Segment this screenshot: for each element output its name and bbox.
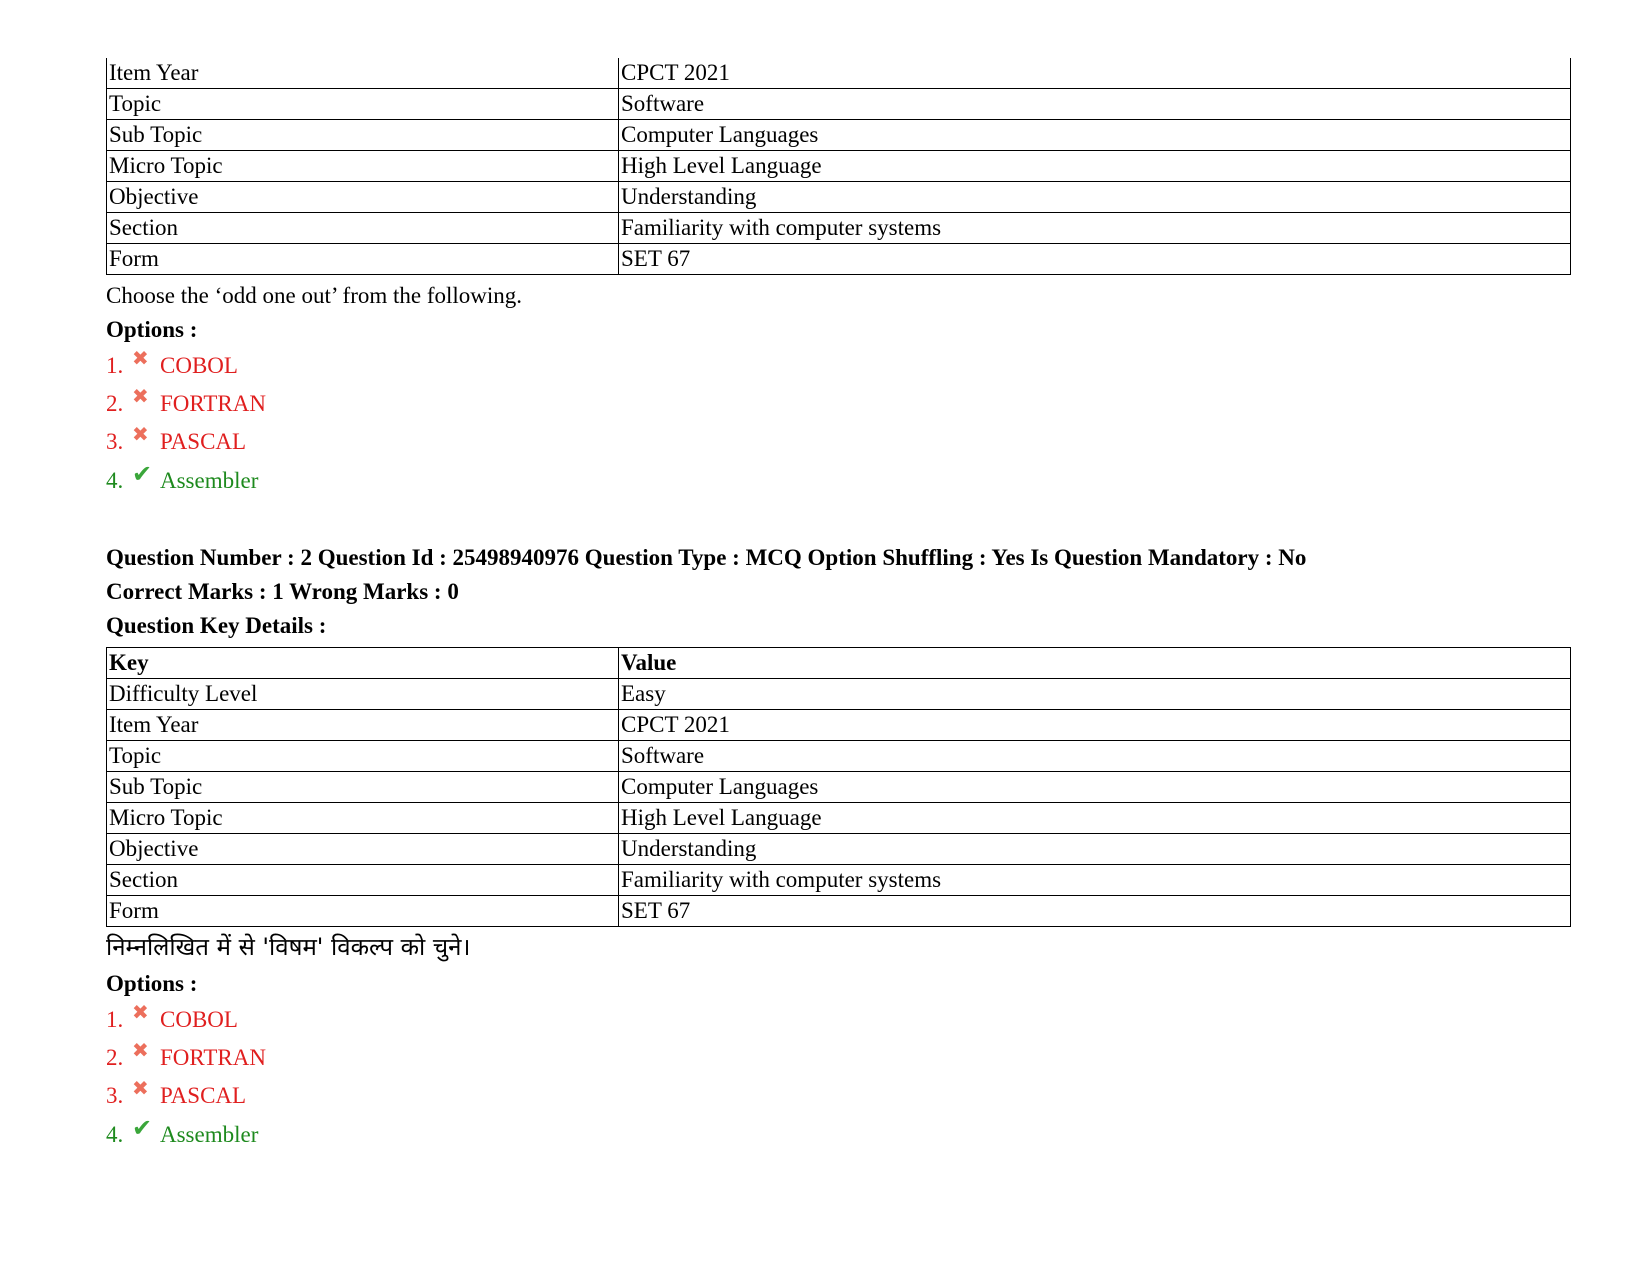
q1-options-label: Options : bbox=[106, 317, 198, 342]
table-row bbox=[107, 741, 1571, 772]
value-cell: CPCT 2021 bbox=[619, 58, 1571, 89]
key-cell: Topic bbox=[107, 741, 619, 772]
table-row bbox=[107, 834, 1571, 865]
key-cell: Item Year bbox=[107, 58, 619, 89]
value-cell: Understanding bbox=[619, 182, 1571, 213]
value-cell: Computer Languages bbox=[619, 120, 1571, 151]
q2-marks-line: Correct Marks : 1 Wrong Marks : 0 bbox=[106, 579, 459, 604]
value-cell: Software bbox=[619, 741, 1571, 772]
key-cell: Difficulty Level bbox=[107, 679, 619, 710]
cross-icon: ✖ bbox=[132, 384, 149, 408]
table-row bbox=[107, 182, 1571, 213]
check-icon: ✔ bbox=[132, 460, 153, 488]
value-cell: SET 67 bbox=[619, 244, 1571, 275]
option-text: PASCAL bbox=[160, 429, 247, 454]
table-row bbox=[107, 772, 1571, 803]
key-cell: Section bbox=[107, 865, 619, 896]
key-cell: Sub Topic bbox=[107, 120, 619, 151]
cross-icon: ✖ bbox=[132, 422, 149, 446]
option-number: 2. bbox=[106, 391, 124, 416]
option-item bbox=[106, 423, 1570, 461]
option-number: 3. bbox=[106, 1083, 124, 1108]
key-cell: Micro Topic bbox=[107, 803, 619, 834]
option-number: 2. bbox=[106, 1045, 124, 1070]
key-cell: Section bbox=[107, 213, 619, 244]
value-cell: Familiarity with computer systems bbox=[619, 213, 1571, 244]
q1-key-details-table bbox=[106, 58, 1571, 275]
value-cell: Software bbox=[619, 89, 1571, 120]
option-item bbox=[106, 347, 1570, 385]
table-row bbox=[107, 865, 1571, 896]
column-header-key: Key bbox=[107, 648, 619, 679]
table-header-row bbox=[107, 648, 1571, 679]
question-paper-page bbox=[106, 58, 1570, 1153]
key-cell: Item Year bbox=[107, 710, 619, 741]
option-item bbox=[106, 1115, 1570, 1153]
value-cell: Computer Languages bbox=[619, 772, 1571, 803]
q2-key-details-title: Question Key Details : bbox=[106, 613, 327, 638]
option-text: FORTRAN bbox=[160, 1045, 266, 1070]
table-row bbox=[107, 58, 1571, 89]
option-item bbox=[106, 1039, 1570, 1077]
value-cell: CPCT 2021 bbox=[619, 710, 1571, 741]
table-row bbox=[107, 151, 1571, 182]
q2-options-list bbox=[106, 1001, 1570, 1153]
table-row bbox=[107, 803, 1571, 834]
option-item bbox=[106, 1001, 1570, 1039]
value-cell: High Level Language bbox=[619, 803, 1571, 834]
key-cell: Micro Topic bbox=[107, 151, 619, 182]
option-number: 4. bbox=[106, 468, 124, 493]
q1-options-list bbox=[106, 347, 1570, 499]
option-number: 3. bbox=[106, 429, 124, 454]
table-row bbox=[107, 710, 1571, 741]
option-text: COBOL bbox=[160, 353, 238, 378]
check-icon: ✔ bbox=[132, 1114, 153, 1142]
option-item bbox=[106, 1077, 1570, 1115]
value-cell: SET 67 bbox=[619, 896, 1571, 927]
table-row bbox=[107, 679, 1571, 710]
option-number: 1. bbox=[106, 353, 124, 378]
key-cell: Topic bbox=[107, 89, 619, 120]
cross-icon: ✖ bbox=[132, 1076, 149, 1100]
table-row bbox=[107, 244, 1571, 275]
option-text: FORTRAN bbox=[160, 391, 266, 416]
value-cell: High Level Language bbox=[619, 151, 1571, 182]
option-text: Assembler bbox=[160, 468, 259, 493]
value-cell: Understanding bbox=[619, 834, 1571, 865]
option-text: Assembler bbox=[160, 1122, 259, 1147]
value-cell: Familiarity with computer systems bbox=[619, 865, 1571, 896]
option-number: 1. bbox=[106, 1007, 124, 1032]
q1-question-text: Choose the ‘odd one out’ from the following. bbox=[106, 283, 523, 308]
cross-icon: ✖ bbox=[132, 1038, 149, 1062]
q2-key-details-table bbox=[106, 647, 1571, 927]
key-cell: Form bbox=[107, 244, 619, 275]
key-cell: Objective bbox=[107, 834, 619, 865]
option-item bbox=[106, 461, 1570, 499]
table-row bbox=[107, 89, 1571, 120]
key-cell: Objective bbox=[107, 182, 619, 213]
option-item bbox=[106, 385, 1570, 423]
table-row bbox=[107, 896, 1571, 927]
q2-header-line: Question Number : 2 Question Id : 25498940976 Question Type : MCQ Option Shuffling : Yes Is Question Mandatory : No bbox=[106, 545, 1307, 570]
key-cell: Form bbox=[107, 896, 619, 927]
cross-icon: ✖ bbox=[132, 1000, 149, 1024]
q2-question-text: निम्नलिखित में से 'विषम' विकल्प को चुने। bbox=[106, 933, 471, 961]
option-text: COBOL bbox=[160, 1007, 238, 1032]
table-row bbox=[107, 213, 1571, 244]
value-cell: Easy bbox=[619, 679, 1571, 710]
key-cell: Sub Topic bbox=[107, 772, 619, 803]
q2-options-label: Options : bbox=[106, 971, 198, 996]
column-header-value: Value bbox=[619, 648, 1571, 679]
option-text: PASCAL bbox=[160, 1083, 247, 1108]
option-number: 4. bbox=[106, 1122, 124, 1147]
table-row bbox=[107, 120, 1571, 151]
cross-icon: ✖ bbox=[132, 346, 149, 370]
